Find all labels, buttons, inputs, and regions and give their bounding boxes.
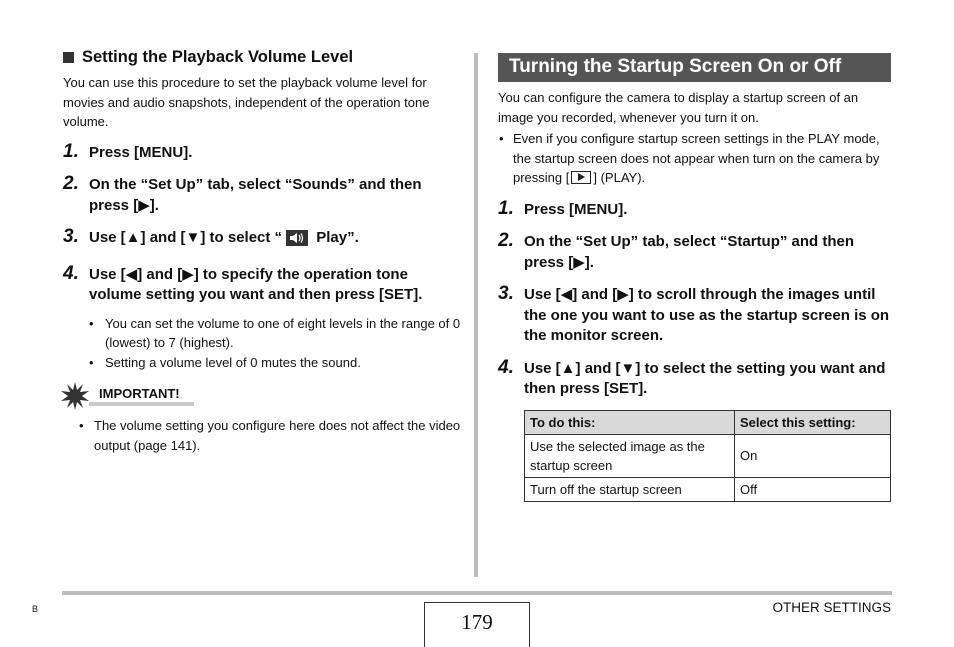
list-item: • Even if you configure startup screen settings in the PLAY mode, the startup screen does not appear when turn on the camera by pressing [ ] (PLAY). <box>498 129 891 188</box>
speaker-icon <box>286 230 308 253</box>
table-row <box>525 434 891 477</box>
step-4-notes <box>63 314 463 373</box>
step-4 <box>498 356 891 400</box>
important-heading <box>61 382 463 410</box>
table-cell: Off <box>735 477 891 501</box>
step-number: 4. <box>498 356 514 378</box>
step-text: On the “Set Up” tab, select “Sounds” and then press [▶]. <box>89 176 422 214</box>
step-2 <box>498 232 891 273</box>
footer-section-label: OTHER SETTINGS <box>772 600 891 615</box>
footer-rule <box>62 591 892 595</box>
list-item: • The volume setting you configure here does not affect the video output (page 141). <box>79 416 463 456</box>
table-cell: On <box>735 434 891 477</box>
step-number: 1. <box>498 197 514 219</box>
list-item: • You can set the volume to one of eight levels in the range of 0 (lowest) to 7 (highest). <box>89 314 463 353</box>
step-number: 3. <box>498 283 514 304</box>
step-1 <box>498 197 891 221</box>
section-title: Setting the Playback Volume Level <box>63 48 463 67</box>
step-number: 4. <box>63 262 79 284</box>
step-text: Use [▲] and [▼] to select “ Play”. <box>89 228 359 253</box>
notes <box>498 129 891 188</box>
step-text: Use [◀] and [▶] to scroll through the images until the one you want to use as the startup screen is on the monitor screen. <box>524 286 890 344</box>
table-row <box>525 477 891 501</box>
left-column <box>63 48 463 456</box>
step-text: Use [▲] and [▼] to select the setting you want and then press [SET]. <box>524 359 886 397</box>
step-number: 3. <box>63 226 79 247</box>
step-text: Press [MENU]. <box>524 200 628 218</box>
table-header: To do this: <box>525 410 735 434</box>
page-number: 179 <box>424 602 530 647</box>
section-banner: Turning the Startup Screen On or Off <box>498 53 891 82</box>
step-2 <box>63 175 463 216</box>
step-3 <box>498 285 891 347</box>
column-divider <box>474 53 478 577</box>
table-header: Select this setting: <box>735 410 891 434</box>
step-number: 2. <box>498 230 514 251</box>
step-1 <box>63 140 463 164</box>
table-cell: Turn off the startup screen <box>525 477 735 501</box>
important-notes <box>63 416 463 456</box>
starburst-icon <box>61 382 89 410</box>
intro-text: You can configure the camera to display a startup screen of an image you recorded, whenever you turn it on. <box>498 90 859 125</box>
step-text: Press [MENU]. <box>89 143 193 161</box>
step-text: Use [◀] and [▶] to specify the operation tone volume setting you want and then press [SET]. <box>89 265 423 303</box>
intro-text: You can use this procedure to set the playback volume level for movies and audio snapshots, independent of the operation tone volume. <box>63 75 430 129</box>
table-header-row <box>525 410 891 434</box>
list-item: • Setting a volume level of 0 mutes the sound. <box>89 353 463 373</box>
important-label: IMPORTANT! <box>89 386 194 406</box>
step-4 <box>63 262 463 306</box>
square-bullet-icon <box>63 52 74 63</box>
step-number: 1. <box>63 140 79 162</box>
table-cell: Use the selected image as the startup screen <box>525 434 735 477</box>
step-number: 2. <box>63 173 79 194</box>
step-text: On the “Set Up” tab, select “Startup” and then press [▶]. <box>524 233 855 271</box>
footer-mark: B <box>32 604 39 614</box>
right-column <box>498 48 891 502</box>
step-3 <box>63 228 463 253</box>
play-button-icon <box>571 171 591 184</box>
settings-table <box>524 410 891 502</box>
